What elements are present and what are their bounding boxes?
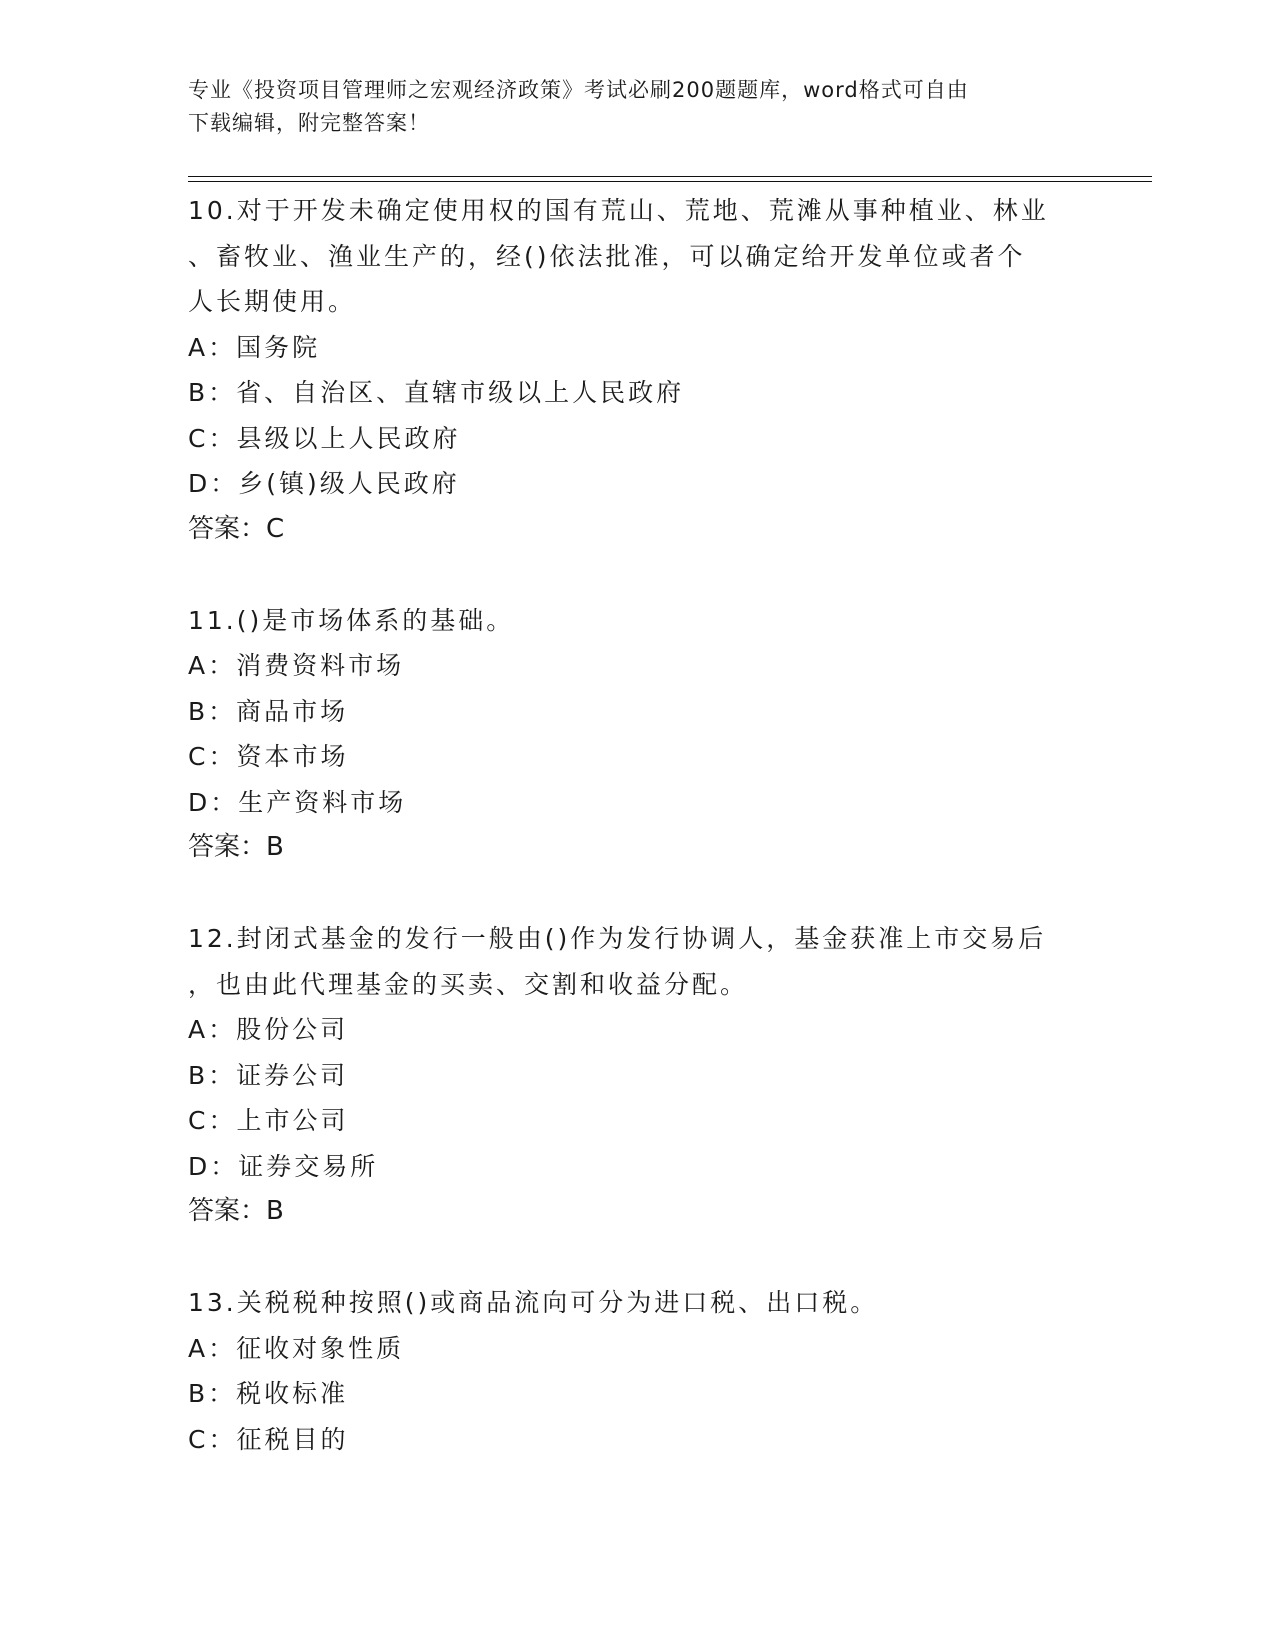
question-block [188, 916, 1088, 1235]
option-d: D：生产资料市场 [188, 787, 407, 817]
question-spacer [188, 871, 1088, 917]
option-b: B：税收标准 [188, 1379, 349, 1408]
option-a: A：消费资料市场 [188, 651, 405, 680]
option-a: A：国务院 [188, 332, 321, 362]
question-block [188, 188, 1088, 552]
option-a: A：征收对象性质 [188, 1333, 405, 1363]
option-a: A：股份公司 [188, 1015, 349, 1044]
header-divider-top [188, 176, 1152, 177]
option-c: C：资本市场 [188, 742, 349, 771]
option-c: C：县级以上人民政府 [188, 423, 461, 453]
question-text-line: 、畜牧业、渔业生产的，经()依法批准，可以确定给开发单位或者个 [188, 241, 1026, 271]
question-block [188, 1280, 1088, 1462]
header-line-1: 专业《投资项目管理师之宏观经济政策》考试必刷200题题库，word格式可自由 [188, 78, 969, 102]
document-header [188, 74, 1088, 140]
question-text-line: 10.对于开发未确定使用权的国有荒山、荒地、荒滩从事种植业、林业 [188, 196, 1049, 225]
answer-line: 答案：B [188, 1196, 284, 1226]
option-c: C：上市公司 [188, 1106, 349, 1135]
question-text-line: 13.关税税种按照()或商品流向可分为进口税、出口税。 [188, 1288, 879, 1317]
option-d: D：乡(镇)级人民政府 [188, 469, 460, 498]
answer-line: 答案：B [188, 832, 284, 862]
question-text-line: 12.封闭式基金的发行一般由()作为发行协调人，基金获准上市交易后 [188, 924, 1047, 953]
option-b: B：证券公司 [188, 1060, 349, 1090]
option-b: B：商品市场 [188, 696, 349, 726]
option-d: D：证券交易所 [188, 1151, 379, 1181]
answer-line: 答案：C [188, 513, 285, 544]
question-block [188, 598, 1088, 871]
header-divider-bottom [188, 181, 1152, 182]
question-spacer [188, 1235, 1088, 1281]
question-spacer [188, 552, 1088, 598]
question-text-line: 人长期使用。 [188, 287, 357, 316]
header-line-2: 下载编辑，附完整答案！ [188, 111, 430, 135]
option-c: C：征税目的 [188, 1424, 349, 1454]
question-list [188, 188, 1088, 1462]
question-text-line: 11.()是市场体系的基础。 [188, 605, 515, 635]
question-text-line: ，也由此代理基金的买卖、交割和收益分配。 [188, 969, 749, 999]
option-b: B：省、自治区、直辖市级以上人民政府 [188, 378, 685, 407]
